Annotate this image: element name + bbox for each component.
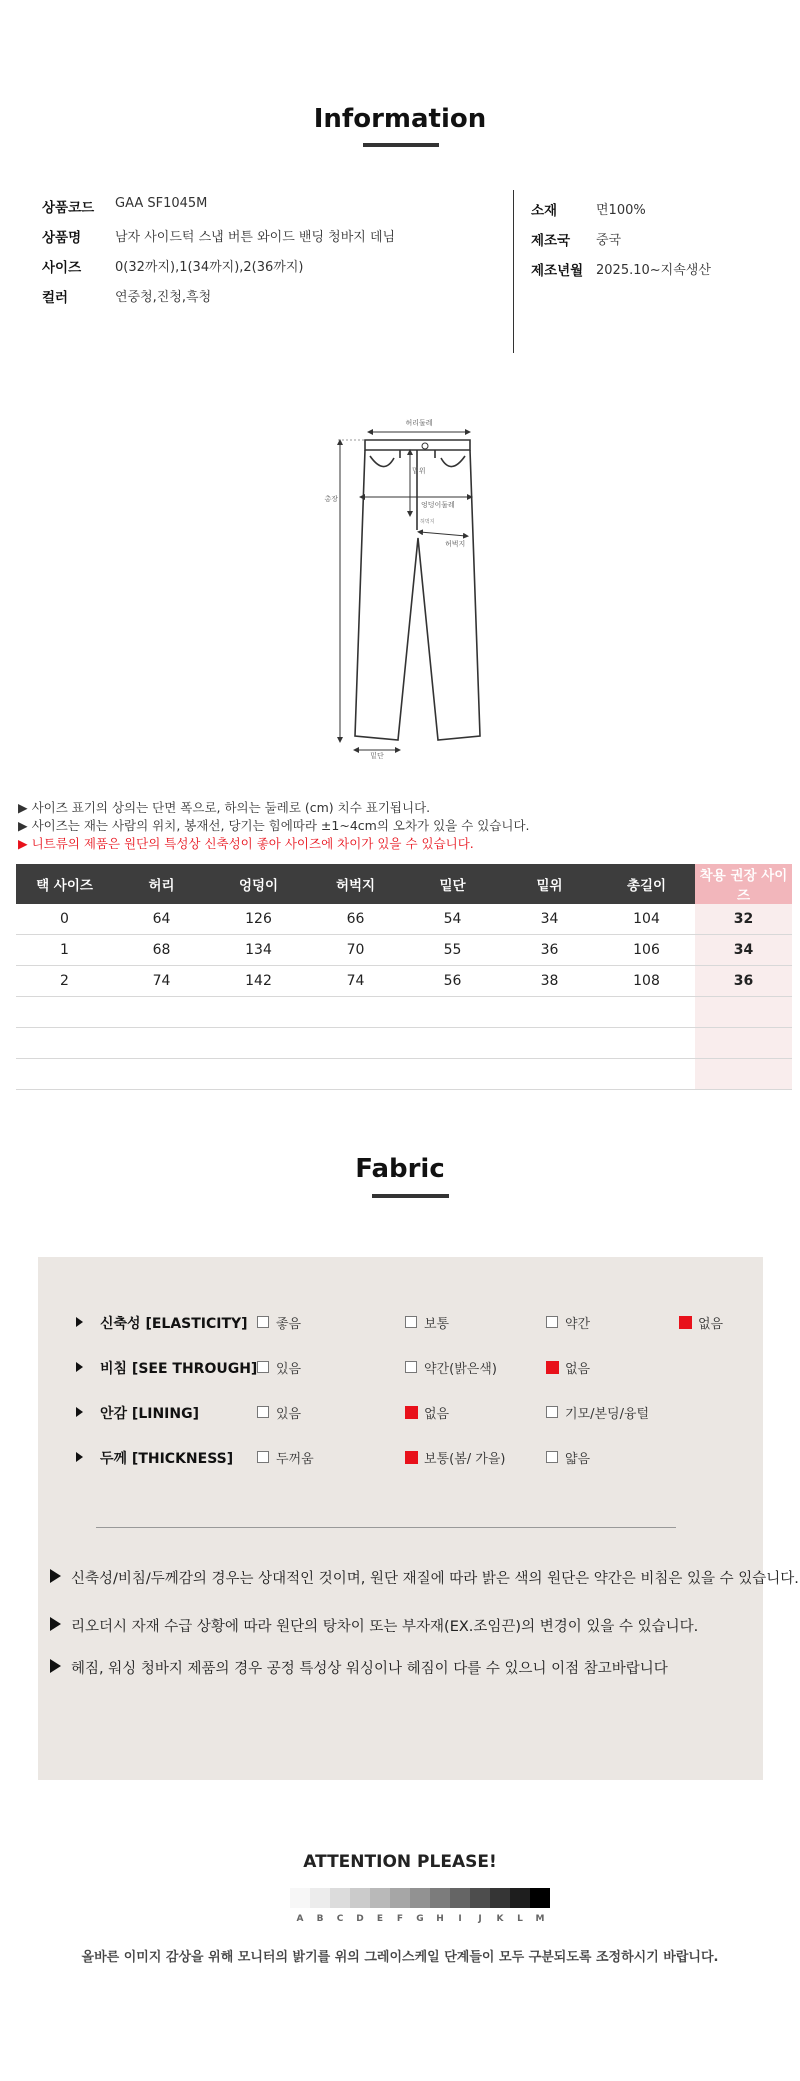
pants-outline [355,440,480,740]
attention-title: ATTENTION PLEASE! [303,1852,497,1872]
size-table-cell [210,1028,307,1059]
fabric-option-label: 있음 [276,1362,302,1377]
size-table-cell: 108 [598,966,695,997]
size-table-cell: 106 [598,935,695,966]
size-table-cell [404,997,501,1028]
size-table-cell [113,1028,210,1059]
grayscale-swatch [310,1888,330,1908]
information-title: Information [313,104,487,134]
grayscale-letter: C [336,1914,344,1924]
fabric-attribute-label: 비침 [SEE THROUGH] [100,1361,258,1377]
size-table-cell: 134 [210,935,307,966]
size-table-cell [695,997,792,1028]
fabric-note: 헤짐, 워싱 청바지 제품의 경우 공정 특성상 워싱이나 헤짐이 다를 수 있으니 이점 참고바랍니다 [71,1661,668,1677]
fabric-note: 신축성/비침/두께감의 경우는 상대적인 것이며, 원단 재질에 따라 밝은 색의 원단은 약간은 비침은 있을 수 있습니다. [71,1571,799,1587]
size-table-cell: 74 [113,966,210,997]
hem-label: 밑단 [370,752,384,760]
size-table-cell: 142 [210,966,307,997]
size-table-cell [16,1028,113,1059]
grayscale-letter: B [316,1914,324,1924]
grayscale-letter: J [478,1914,482,1924]
pants-measurement-diagram [320,410,500,770]
unchecked-box [546,1451,558,1463]
grayscale-swatch [470,1888,490,1908]
info-label: 상품코드 [42,200,95,216]
grayscale-letter: H [436,1914,444,1924]
size-table-row [16,966,792,997]
size-table-cell [210,997,307,1028]
fabric-option-label: 약간(밝은색) [424,1362,497,1377]
grayscale-letter: K [496,1914,504,1924]
thigh-label: 허벅지 [445,540,466,548]
info-value: 연중청,진청,흑청 [115,290,212,305]
size-table [16,864,792,1090]
row-arrow-icon [76,1452,83,1462]
grayscale-swatch [410,1888,430,1908]
size-table-cell [404,1059,501,1090]
thigh-sub-label: 허벅지 [420,519,435,525]
note-arrow-icon [50,1659,61,1673]
grayscale-swatch [450,1888,470,1908]
fabric-title: Fabric [355,1154,445,1184]
checked-box [679,1316,692,1329]
size-table-cell [307,1028,404,1059]
info-value: 0(32까지),1(34까지),2(36까지) [115,260,304,275]
info-value: 남자 사이드턱 스냅 버튼 와이드 밴딩 청바지 데님 [115,230,396,245]
size-table-cell [113,1059,210,1090]
fabric-option-label: 얇음 [565,1452,591,1467]
grayscale-letter: A [296,1914,304,1924]
info-value: 중국 [596,233,622,248]
row-arrow-icon [76,1407,83,1417]
grayscale-swatch [430,1888,450,1908]
size-table-cell [307,997,404,1028]
size-table-header-cell: 택 사이즈 [16,864,113,904]
size-table-cell [598,1059,695,1090]
size-table-header-cell: 밑단 [404,864,501,904]
size-table-cell: 66 [307,904,404,935]
title-underline [363,143,439,147]
info-value: 2025.10~지속생산 [596,263,711,278]
size-table-row [16,904,792,935]
note-line: ▶ 사이즈는 재는 사람의 위치, 봉재선, 당기는 힘에따라 ±1~4cm의 오차가 있을 수 있습니다. [18,818,530,833]
grayscale-letter: F [396,1914,404,1924]
size-table-row [16,935,792,966]
size-table-cell: 126 [210,904,307,935]
fabric-option-label: 좋음 [276,1317,302,1332]
size-table-cell [16,997,113,1028]
fabric-option-label: 없음 [565,1362,591,1377]
grayscale-swatch [530,1888,550,1908]
size-table-cell: 34 [695,935,792,966]
size-table-cell [16,1059,113,1090]
size-table-cell [598,997,695,1028]
info-divider [513,190,514,353]
total-length-label: 총장 [324,495,338,503]
size-table-cell [210,1059,307,1090]
unchecked-box [546,1316,558,1328]
fabric-panel [38,1257,799,1780]
grayscale-letter: E [376,1914,384,1924]
size-table-cell: 2 [16,966,113,997]
size-table-cell [695,1028,792,1059]
size-table-cell: 34 [501,904,598,935]
size-table-cell: 0 [16,904,113,935]
note-line: ▶ 사이즈 표기의 상의는 단면 폭으로, 하의는 둘레로 (cm) 치수 표기됩니다. [18,800,431,815]
grayscale-swatch [290,1888,310,1908]
fabric-note: 리오더시 자재 수급 상황에 따라 원단의 탕차이 또는 부자재(EX.조임끈)의 변경이 있을 수 있습니다. [71,1619,699,1635]
unchecked-box [405,1316,417,1328]
info-value: 면100% [596,203,646,218]
unchecked-box [257,1361,269,1373]
thigh-arrow [420,532,466,536]
fabric-title-underline [372,1194,449,1198]
size-table-cell: 32 [695,904,792,935]
size-table-cell: 70 [307,935,404,966]
size-table-header-cell: 허벅지 [307,864,404,904]
size-table-row [16,997,792,1028]
size-table-cell: 64 [113,904,210,935]
grayscale-letter: L [517,1914,523,1924]
info-label: 사이즈 [42,260,82,276]
hip-label: 엉덩이둘레 [421,501,455,509]
note-arrow-icon [50,1617,61,1631]
grayscale-swatch [490,1888,510,1908]
size-table-header [16,864,792,904]
size-table-header-cell: 총길이 [598,864,695,904]
grayscale-swatch [330,1888,350,1908]
info-label: 상품명 [42,230,82,246]
size-table-cell: 36 [695,966,792,997]
fabric-option-label: 없음 [424,1407,450,1422]
size-table-cell [404,1028,501,1059]
info-label: 제조년월 [531,263,584,279]
waist-label: 허리둘레 [405,419,433,427]
size-table-cell: 38 [501,966,598,997]
size-table-cell: 1 [16,935,113,966]
size-table-row [16,1059,792,1090]
size-table-row [16,1028,792,1059]
checked-box [405,1451,418,1464]
grayscale-swatch [510,1888,530,1908]
size-table-cell [501,1028,598,1059]
unchecked-box [257,1316,269,1328]
size-table-cell [113,997,210,1028]
size-table-cell: 74 [307,966,404,997]
button-icon [422,443,428,449]
row-arrow-icon [76,1317,83,1327]
note-line: ▶ 니트류의 제품은 원단의 특성상 신축성이 좋아 사이즈에 차이가 있을 수 있습니다. [18,836,474,851]
size-table-cell: 56 [404,966,501,997]
info-label: 제조국 [531,233,571,249]
info-label: 컬러 [42,290,69,306]
unchecked-box [257,1406,269,1418]
fabric-attribute-label: 안감 [LINING] [100,1406,199,1422]
row-arrow-icon [76,1362,83,1372]
size-table-cell [307,1059,404,1090]
size-table-cell [501,997,598,1028]
size-table-header-cell: 밑위 [501,864,598,904]
grayscale-swatch [390,1888,410,1908]
fabric-option-label: 있음 [276,1407,302,1422]
size-table-header-cell: 엉덩이 [210,864,307,904]
note-arrow-icon [50,1569,61,1583]
unchecked-box [405,1361,417,1373]
fabric-option-label: 없음 [698,1317,724,1332]
size-table-cell: 55 [404,935,501,966]
size-table-header-cell: 허리 [113,864,210,904]
fabric-attribute-label: 두께 [THICKNESS] [100,1451,234,1467]
fabric-option-label: 약간 [565,1317,591,1332]
grayscale-letter: G [416,1914,424,1924]
info-label: 소재 [531,203,558,219]
unchecked-box [546,1406,558,1418]
fabric-option-label: 두꺼움 [276,1452,314,1467]
size-table-cell: 36 [501,935,598,966]
grayscale-letter: D [356,1914,364,1924]
size-table-cell [501,1059,598,1090]
info-value: GAA SF1045M [115,196,208,211]
size-table-cell [598,1028,695,1059]
fabric-attribute-label: 신축성 [ELASTICITY] [100,1316,248,1332]
fabric-option-label: 보통 [424,1317,450,1332]
size-table-cell: 68 [113,935,210,966]
fabric-option-label: 기모/본딩/융털 [565,1407,650,1422]
grayscale-swatch [350,1888,370,1908]
size-table-cell [695,1059,792,1090]
checked-box [405,1406,418,1419]
checked-box [546,1361,559,1374]
grayscale-swatch [370,1888,390,1908]
rise-label: 밑위 [412,467,426,475]
size-table-header-cell: 착용 권장 사이즈 [695,864,792,904]
fabric-divider [96,1527,676,1528]
grayscale-letter: I [458,1914,462,1924]
unchecked-box [257,1451,269,1463]
size-table-cell: 54 [404,904,501,935]
grayscale-letter: M [535,1914,545,1924]
fabric-option-label: 보통(봄/ 가을) [424,1452,506,1467]
attention-message: 올바른 이미지 감상을 위해 모니터의 밝기를 위의 그레이스케일 단계들이 모두 구분되도록 조정하시기 바랍니다. [81,1950,719,1965]
size-table-cell: 104 [598,904,695,935]
